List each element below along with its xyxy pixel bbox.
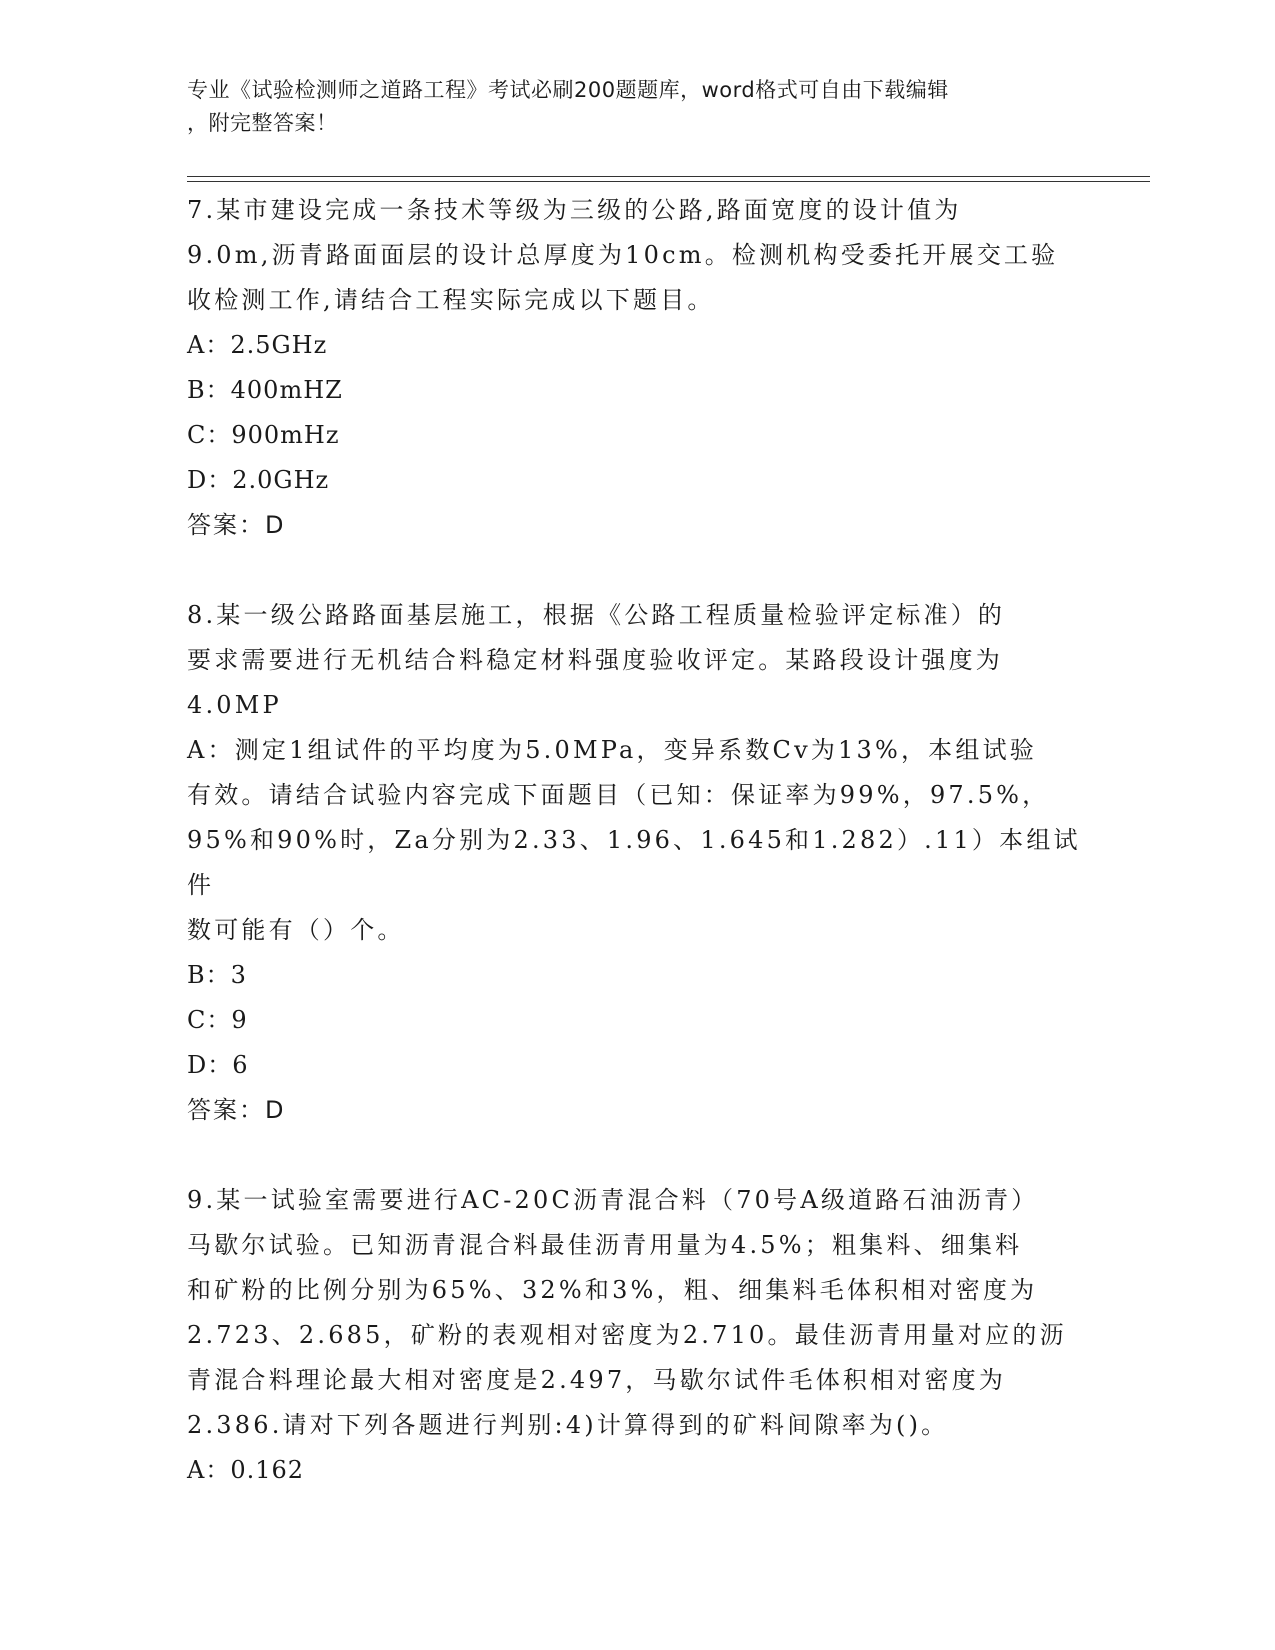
- question-9: [187, 1178, 1087, 1493]
- question-9-line-6: 2.386.请对下列各题进行判别:4)计算得到的矿料间隙率为()。: [187, 1411, 949, 1439]
- header-line-1: 专业《试验检测师之道路工程》考试必刷200题题库，word格式可自由下载编辑: [187, 78, 949, 102]
- question-8-line-3: 4.0MP: [187, 691, 282, 719]
- question-9-line-2: 马歇尔试验。已知沥青混合料最佳沥青用量为4.5%；粗集料、细集料: [187, 1231, 1023, 1259]
- question-7-option-d: D：2.0GHz: [187, 466, 330, 494]
- question-8: [187, 593, 1087, 1133]
- question-7-option-b: B：400mHZ: [187, 376, 343, 404]
- question-7-option-a: A：2.5GHz: [187, 331, 328, 359]
- question-8-answer: 答案：D: [187, 1096, 286, 1124]
- question-8-option-a-line-3: 95%和90%时，Za分别为2.33、1.96、1.645和1.282）.11）本组试件: [187, 826, 1081, 899]
- spacer: [187, 1133, 1087, 1178]
- question-8-option-d: D：6: [187, 1051, 249, 1079]
- question-9-line-1: 9.某一试验室需要进行AC-20C沥青混合料（70号A级道路石油沥青）: [187, 1186, 1039, 1214]
- question-7-line-1: 7.某市建设完成一条技术等级为三级的公路,路面宽度的设计值为: [187, 196, 962, 224]
- question-8-option-b: B：3: [187, 961, 247, 989]
- question-8-line-1: 8.某一级公路路面基层施工，根据《公路工程质量检验评定标准）的: [187, 601, 1006, 629]
- question-8-option-c: C：9: [187, 1006, 248, 1034]
- question-7-answer: 答案：D: [187, 511, 286, 539]
- header-line-2: ，附完整答案！: [187, 111, 338, 135]
- question-9-option-a: A：0.162: [187, 1456, 305, 1484]
- question-9-line-5: 青混合料理论最大相对密度是2.497，马歇尔试件毛体积相对密度为: [187, 1366, 1007, 1394]
- question-7-line-2: 9.0m,沥青路面面层的设计总厚度为10cm。检测机构受委托开展交工验: [187, 241, 1059, 269]
- header-divider-top: [187, 176, 1150, 177]
- header-divider-bottom: [187, 181, 1150, 182]
- spacer: [187, 548, 1087, 593]
- question-7-line-3: 收检测工作,请结合工程实际完成以下题目。: [187, 286, 715, 314]
- question-9-line-3: 和矿粉的比例分别为65%、32%和3%，粗、细集料毛体积相对密度为: [187, 1276, 1038, 1304]
- question-8-option-a-line-4: 数可能有（）个。: [187, 916, 405, 944]
- question-8-option-a-line-1: A：测定1组试件的平均度为5.0MPa，变异系数Cv为13%，本组试验: [187, 736, 1037, 764]
- document-header: [187, 74, 1067, 140]
- question-list: [187, 188, 1087, 1493]
- question-7-option-c: C：900mHz: [187, 421, 340, 449]
- question-8-option-a-line-2: 有效。请结合试验内容完成下面题目（已知：保证率为99%，97.5%，: [187, 781, 1050, 809]
- question-9-line-4: 2.723、2.685，矿粉的表观相对密度为2.710。最佳沥青用量对应的沥: [187, 1321, 1067, 1349]
- question-8-line-2: 要求需要进行无机结合料稳定材料强度验收评定。某路段设计强度为: [187, 646, 1003, 674]
- question-7: [187, 188, 1087, 548]
